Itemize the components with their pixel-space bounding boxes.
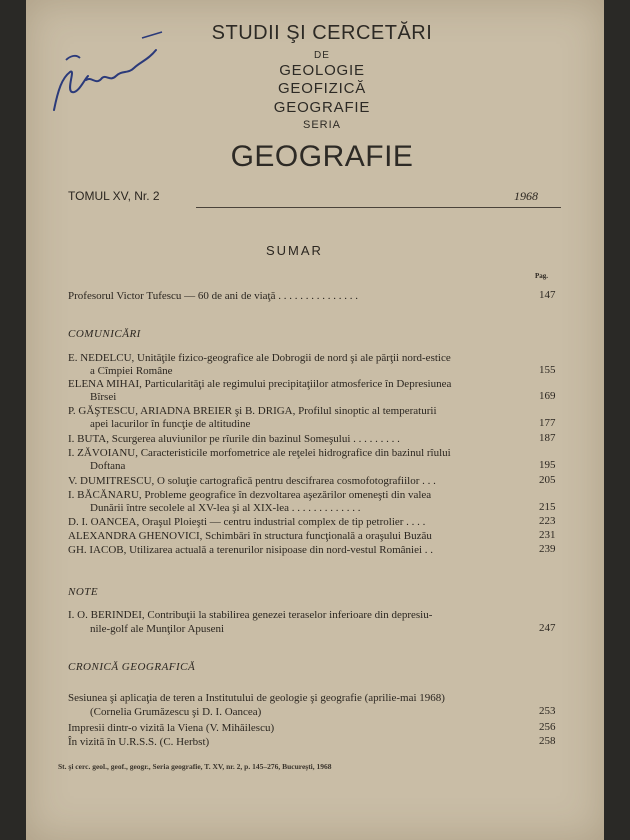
toc-entry-cont: Bîrsei bbox=[90, 391, 117, 403]
toc-entry: În vizită în U.R.S.S. (C. Herbst) bbox=[68, 736, 210, 748]
journal-geografie: GEOGRAFIE bbox=[273, 99, 371, 116]
toc-entry-cont: apei lacurilor în funcţie de altitudine bbox=[90, 418, 251, 430]
toc-entry-cont: nile-golf ale Munţilor Apuseni bbox=[90, 623, 225, 635]
toc-page: 239 bbox=[539, 543, 556, 555]
toc-entry-cont: (Cornelia Grumăzescu şi D. I. Oancea) bbox=[90, 706, 262, 718]
journal-de: DE bbox=[314, 50, 330, 61]
toc-entry: I. BĂCĂNARU, Probleme geografice în dezvoltarea aşezărilor omeneşti din valea bbox=[68, 489, 432, 501]
intro-page: 147 bbox=[539, 289, 556, 301]
toc-entry: I. O. BERINDEI, Contribuţii la stabilirea genezei teraselor inferioare din depresiu- bbox=[68, 609, 433, 621]
toc-entry: D. I. OANCEA, Oraşul Ploieşti — centru industrial complex de tip petrolier . . . . bbox=[68, 516, 426, 528]
toc-page: 187 bbox=[539, 432, 556, 444]
toc-page: 231 bbox=[539, 529, 556, 541]
header-rule bbox=[196, 207, 561, 208]
toc-entry-cont: Doftana bbox=[90, 460, 126, 472]
toc-entry: ALEXANDRA GHENOVICI, Schimbări în structura funcţională a oraşului Buzău bbox=[68, 530, 432, 542]
section-note: NOTE bbox=[68, 586, 99, 598]
section-comunicari: COMUNICĂRI bbox=[68, 328, 141, 340]
issue-volume: TOMUL XV, Nr. 2 bbox=[68, 189, 160, 203]
toc-entry: V. DUMITRESCU, O soluţie cartografică pentru descifrarea cosmofotografiilor . . . bbox=[68, 475, 436, 487]
journal-title: STUDII ŞI CERCETĂRI bbox=[211, 22, 433, 44]
toc-page: 223 bbox=[539, 515, 556, 527]
toc-page: 253 bbox=[539, 705, 556, 717]
toc-page: 258 bbox=[539, 735, 556, 747]
citation-footer: St. şi cerc. geol., geof., geogr., Seria geografie, T. XV, nr. 2, p. 145–276, Bucureşti, 1968 bbox=[58, 762, 332, 771]
toc-entry: ELENA MIHAI, Particularităţi ale regimului precipitaţiilor atmosferice în Depresiunea bbox=[68, 378, 452, 390]
toc-entry-cont: Dunării între secolele al XV-lea şi al XIX-lea . . . . . . . . . . . . . bbox=[90, 502, 361, 514]
toc-entry: I. BUTA, Scurgerea aluviunilor pe rîurile din bazinul Someşului . . . . . . . . . bbox=[68, 433, 400, 445]
toc-page: 215 bbox=[539, 501, 556, 513]
page-column-label: Pag. bbox=[535, 272, 549, 280]
journal-seria: SERIA bbox=[302, 119, 341, 131]
issue-year: 1968 bbox=[514, 189, 538, 203]
contents-heading: SUMAR bbox=[266, 243, 323, 258]
journal-geofizica: GEOFIZICĂ bbox=[277, 80, 367, 97]
handwritten-signature bbox=[36, 30, 176, 120]
toc-page: 205 bbox=[539, 474, 556, 486]
toc-page: 155 bbox=[539, 364, 556, 376]
toc-entry: GH. IACOB, Utilizarea actuală a terenurilor nisipoase din nord-vestul României . . bbox=[68, 544, 434, 556]
toc-entry: E. NEDELCU, Unităţile fizico-geografice ale Dobrogii de nord şi ale părţii nord-estice bbox=[68, 352, 451, 364]
toc-entry-cont: a Cîmpiei Române bbox=[90, 365, 173, 377]
document-page bbox=[26, 0, 604, 840]
toc-entry: Impresii dintr-o vizită la Viena (V. Mihăilescu) bbox=[68, 722, 275, 734]
series-title: GEOGRAFIE bbox=[230, 140, 414, 173]
toc-entry: I. ZĂVOIANU, Caracteristicile morfometrice ale reţelei hidrografice din bazinul rîului bbox=[68, 447, 451, 459]
journal-geologie: GEOLOGIE bbox=[279, 62, 365, 79]
toc-entry: P. GĂŞTESCU, ARIADNA BREIER şi B. DRIGA, Profilul sinoptic al temperaturii bbox=[68, 405, 437, 417]
toc-page: 169 bbox=[539, 390, 556, 402]
toc-page: 195 bbox=[539, 459, 556, 471]
toc-entry: Sesiunea şi aplicaţia de teren a Institutului de geologie şi geografie (aprilie-mai 1968) bbox=[68, 692, 445, 704]
toc-page: 247 bbox=[539, 622, 556, 634]
intro-entry: Profesorul Victor Tufescu — 60 de ani de viaţă . . . . . . . . . . . . . . . bbox=[68, 290, 358, 302]
toc-page: 256 bbox=[539, 721, 556, 733]
section-cronica: CRONICĂ GEOGRAFICĂ bbox=[68, 661, 196, 673]
toc-page: 177 bbox=[539, 417, 556, 429]
